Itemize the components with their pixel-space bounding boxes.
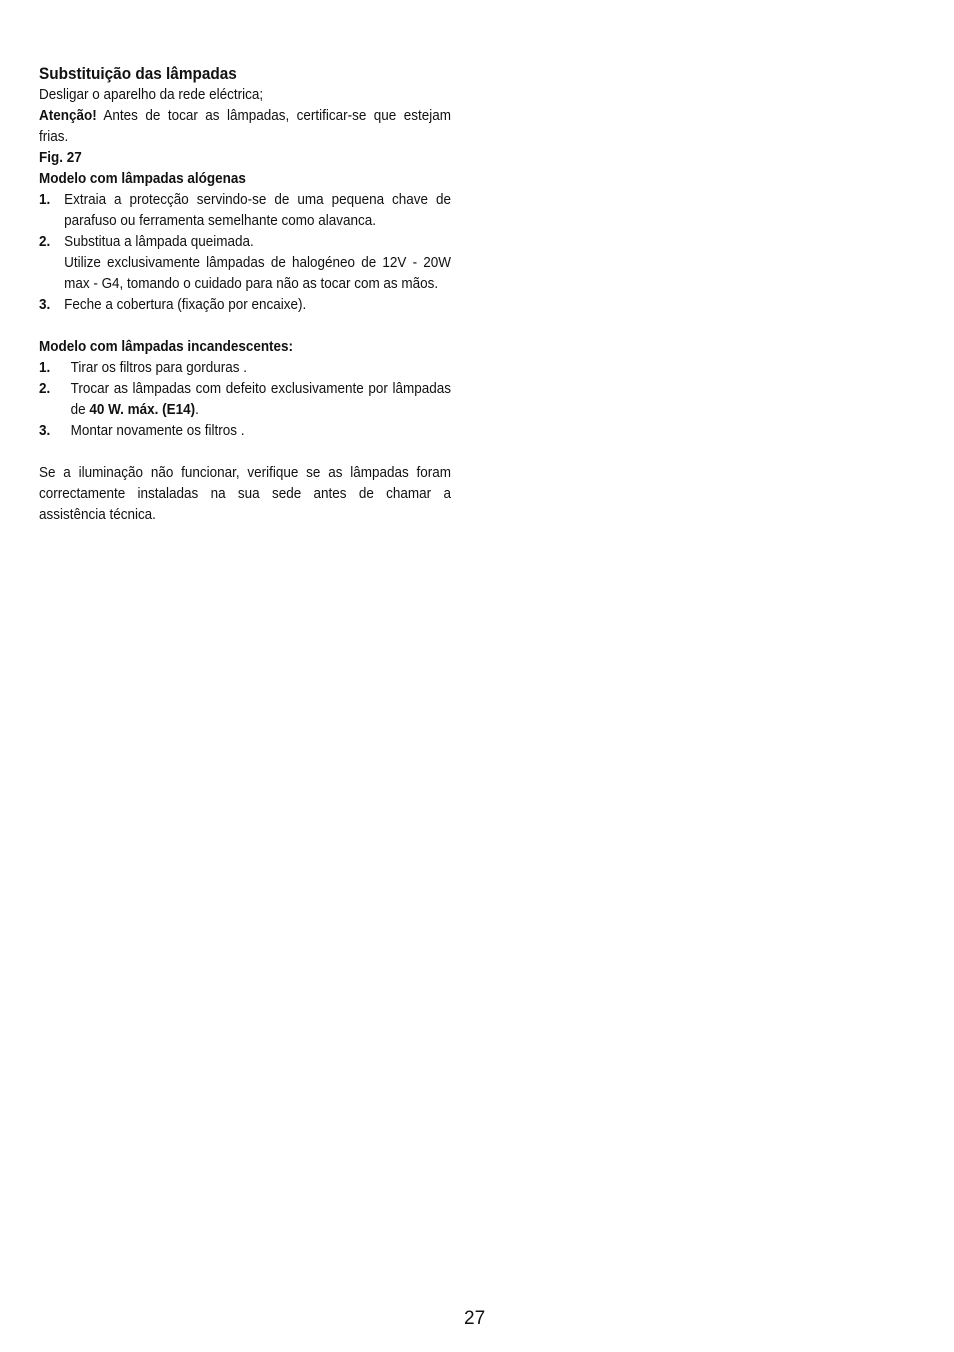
list-item <box>39 232 451 295</box>
list-item <box>39 190 451 232</box>
figure-reference: Fig. 27 <box>39 150 82 166</box>
warning-text: Antes de tocar as lâmpadas, certificar-se que estejam frias. <box>39 108 451 145</box>
step-text: Montar novamente os filtros . <box>70 423 245 439</box>
step-text: Substitua a lâmpada queimada. <box>64 234 254 250</box>
step-number: 2. <box>39 234 51 250</box>
section-title: Substituição das lâmpadas <box>39 65 237 83</box>
list-item <box>39 295 451 316</box>
step-text-detail: Utilize exclusivamente lâmpadas de halogéneo de 12V - 20W max - G4, tomando o cuidado para não as tocar com as mãos. <box>64 255 451 292</box>
list-item <box>39 358 451 379</box>
step-number: 3. <box>39 423 51 439</box>
list-item <box>39 379 451 421</box>
page-number: 27 <box>464 1308 486 1329</box>
step-text: Trocar as lâmpadas com defeito exclusivamente por lâmpadas de <box>70 381 451 418</box>
intro-text: Desligar o aparelho da rede eléctrica; <box>39 87 264 103</box>
halogen-steps <box>39 190 451 316</box>
list-item <box>39 421 451 442</box>
step-text-block <box>71 379 451 421</box>
incandescent-heading: Modelo com lâmpadas incandescentes: <box>39 339 294 355</box>
step-number: 1. <box>39 192 51 208</box>
step-text-block <box>64 232 451 295</box>
step-number: 2. <box>39 381 51 397</box>
lamp-spec: 40 W. máx. (E14) <box>89 402 196 418</box>
note-paragraph: Se a iluminação não funcionar, verifique se as lâmpadas foram correctamente instaladas na sua sede antes de chamar a assistência técnica. <box>39 465 451 523</box>
step-number: 3. <box>39 297 51 313</box>
content-column <box>39 64 451 526</box>
step-text-end: . <box>195 402 199 418</box>
step-text: Feche a cobertura (fixação por encaixe). <box>64 297 307 313</box>
halogen-heading: Modelo com lâmpadas alógenas <box>39 171 246 187</box>
step-number: 1. <box>39 360 51 376</box>
warning-label: Atenção! <box>39 108 97 124</box>
step-text: Tirar os filtros para gorduras . <box>70 360 247 376</box>
warning-paragraph <box>39 106 451 148</box>
step-text: Extraia a protecção servindo-se de uma pequena chave de parafuso ou ferramenta semelhante como alavanca. <box>64 192 451 229</box>
spacer <box>39 316 451 337</box>
spacer <box>39 442 451 463</box>
incandescent-steps <box>39 358 451 442</box>
